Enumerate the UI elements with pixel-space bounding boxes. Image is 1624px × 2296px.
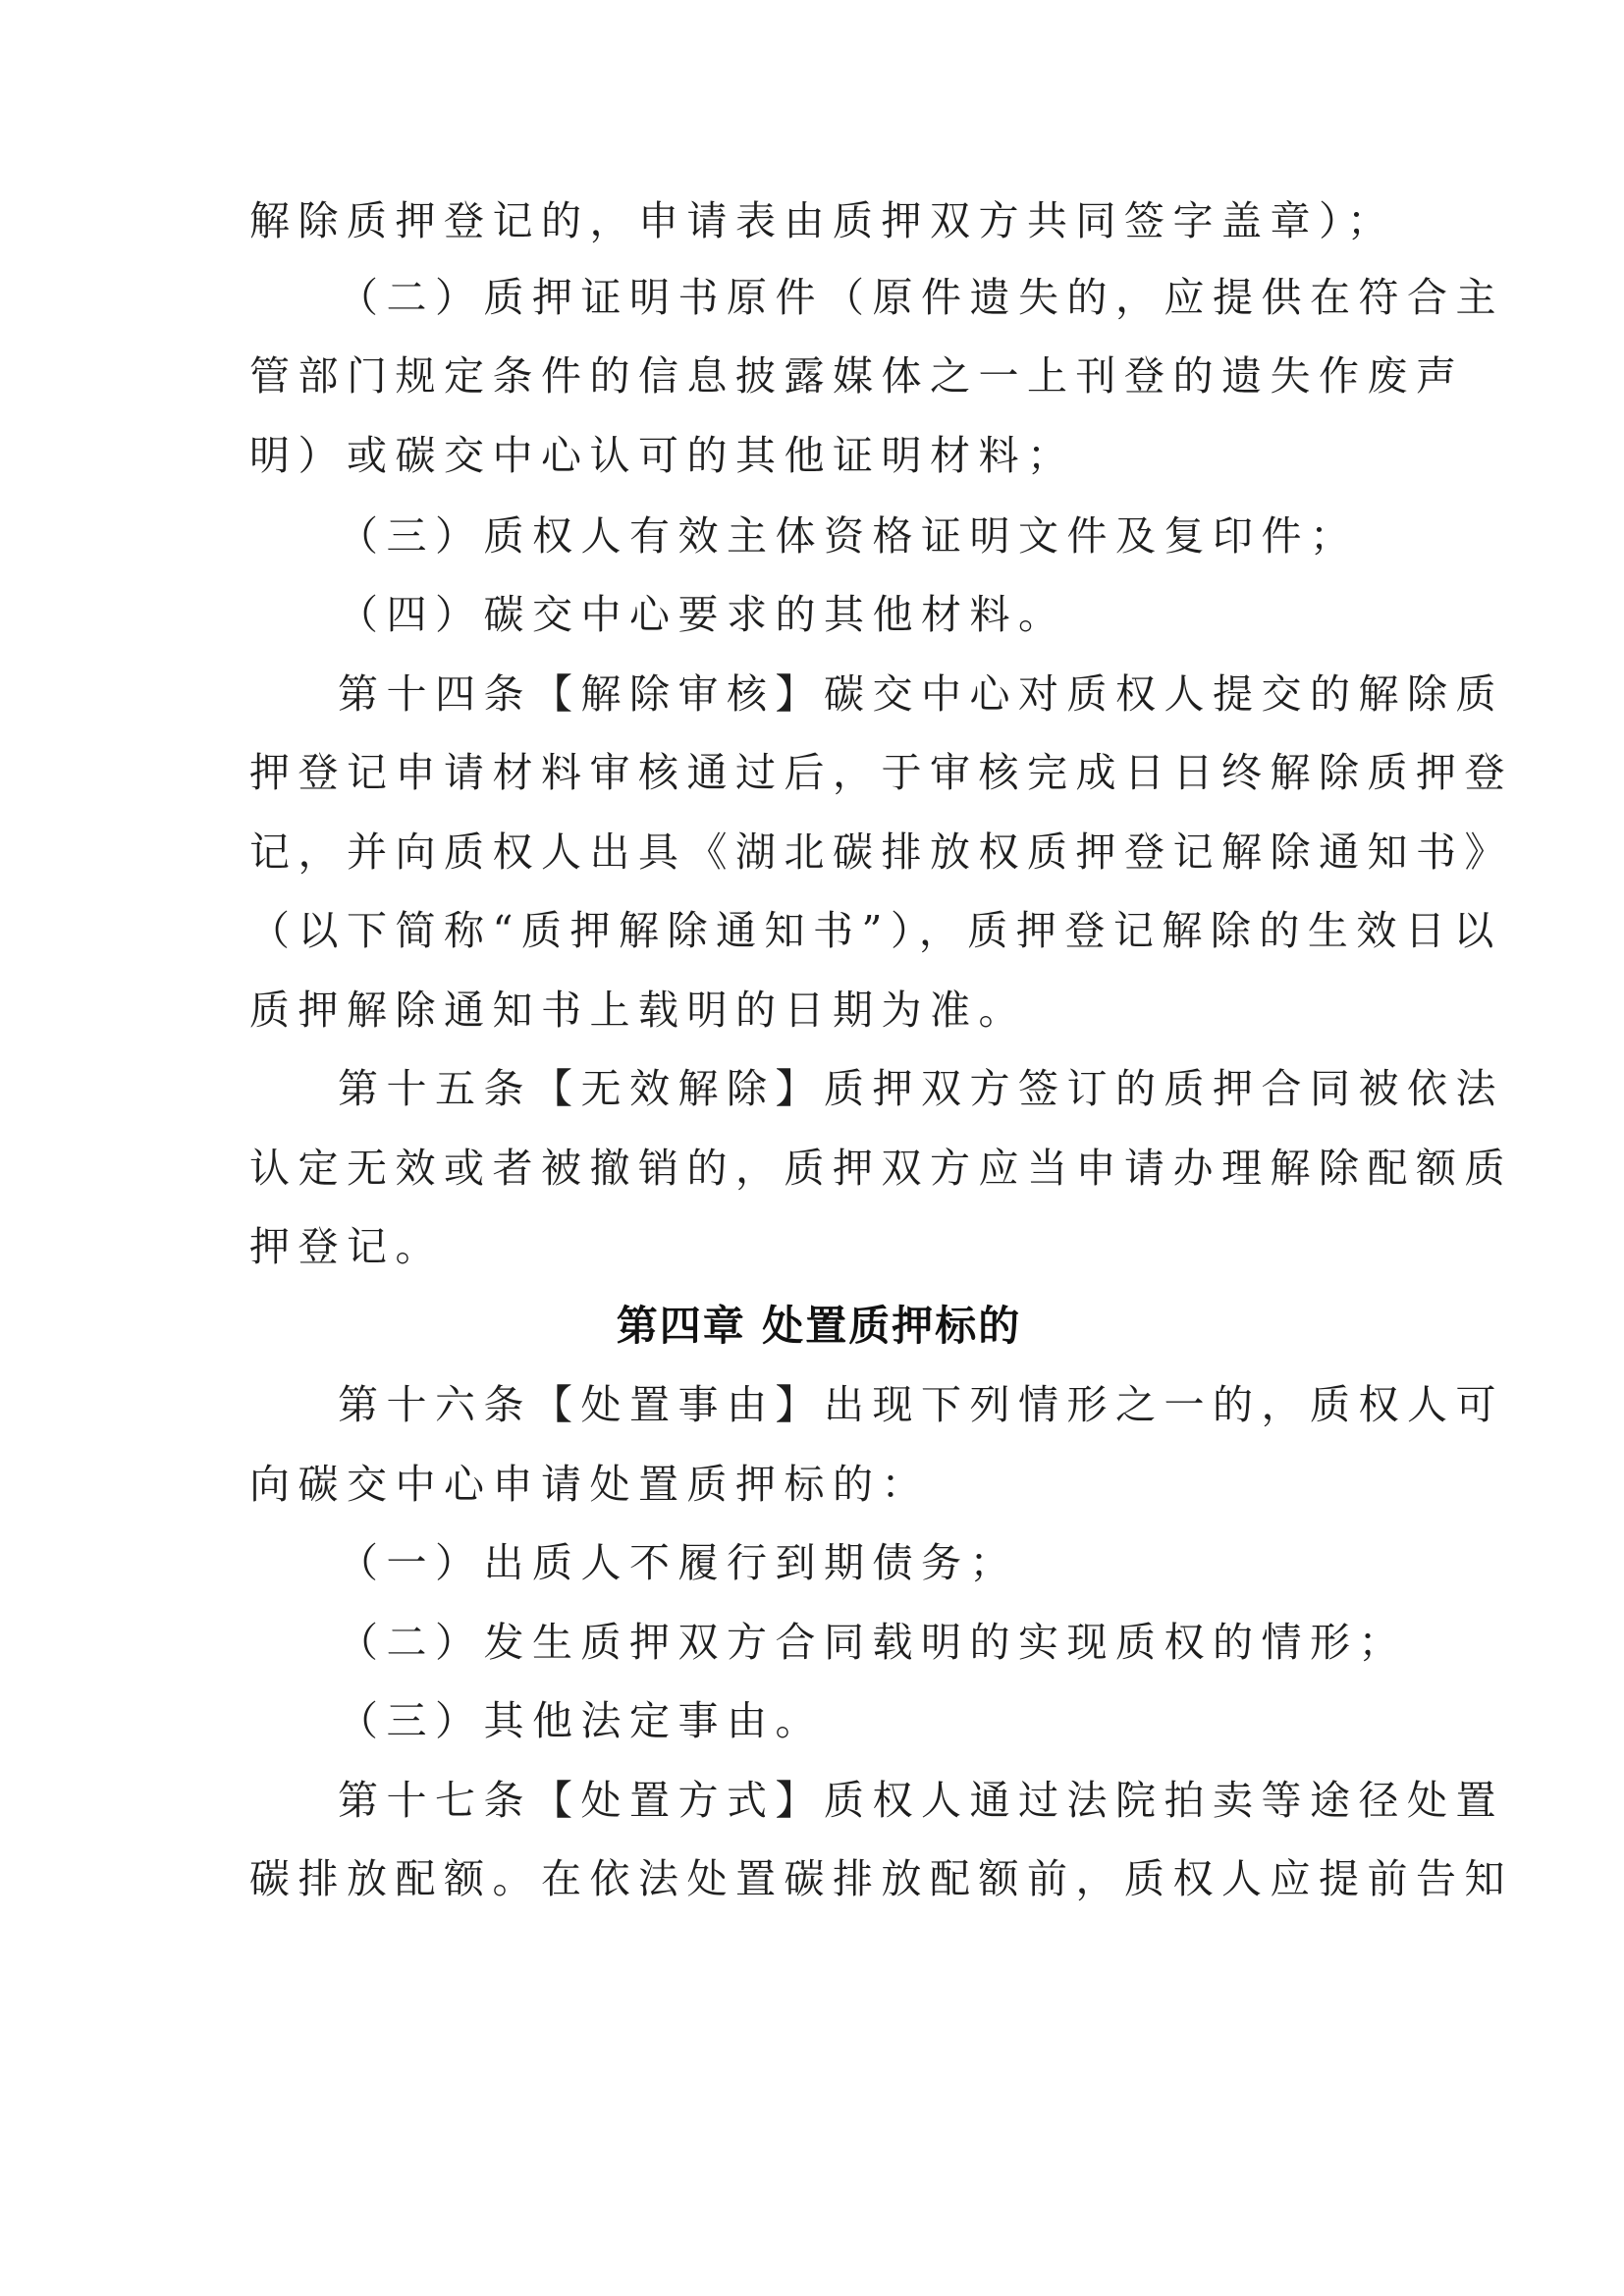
text-line: 质押解除通知书上载明的日期为准。	[249, 987, 1027, 1034]
text-line: （三）其他法定事由。	[338, 1697, 824, 1744]
text-line: 第十五条【无效解除】质押双方签订的质押合同被依法	[338, 1065, 1504, 1112]
chapter-heading: 第四章 处置质押标的	[616, 1302, 1022, 1350]
text-line: 明）或碳交中心认可的其他证明材料；	[249, 432, 1076, 479]
text-line: 第十七条【处置方式】质权人通过法院拍卖等途径处置	[338, 1777, 1504, 1824]
text-line: （一）出质人不履行到期债务；	[338, 1539, 1018, 1586]
text-line: 记，并向质权人出具《湖北碳排放权质押登记解除通知书》	[249, 828, 1513, 876]
text-line: 第十四条【解除审核】碳交中心对质权人提交的解除质	[338, 670, 1504, 718]
text-line: 押登记。	[249, 1223, 444, 1270]
text-line: 解除质押登记的，申请表由质押双方共同签字盖章）；	[249, 197, 1396, 244]
text-line: 管部门规定条件的信息披露媒体之一上刊登的遗失作废声	[249, 352, 1465, 400]
text-line: （以下简称“质押解除通知书”），质押登记解除的生效日以	[249, 907, 1502, 954]
text-line: 第十六条【处置事由】出现下列情形之一的，质权人可	[338, 1381, 1504, 1428]
text-line: 认定无效或者被撤销的，质押双方应当申请办理解除配额质	[249, 1145, 1513, 1192]
text-line: 碳排放配额。在依法处置碳排放配额前，质权人应提前告知	[249, 1855, 1513, 1902]
text-line: 押登记申请材料审核通过后，于审核完成日日终解除质押登	[249, 749, 1513, 796]
text-line: （四）碳交中心要求的其他材料。	[338, 591, 1067, 638]
text-line: 向碳交中心申请处置质押标的：	[249, 1461, 930, 1508]
text-line: （三）质权人有效主体资格证明文件及复印件；	[338, 512, 1359, 560]
text-line: （二）质押证明书原件（原件遗失的，应提供在符合主	[338, 274, 1504, 321]
text-line: （二）发生质押双方合同载明的实现质权的情形；	[338, 1619, 1407, 1666]
